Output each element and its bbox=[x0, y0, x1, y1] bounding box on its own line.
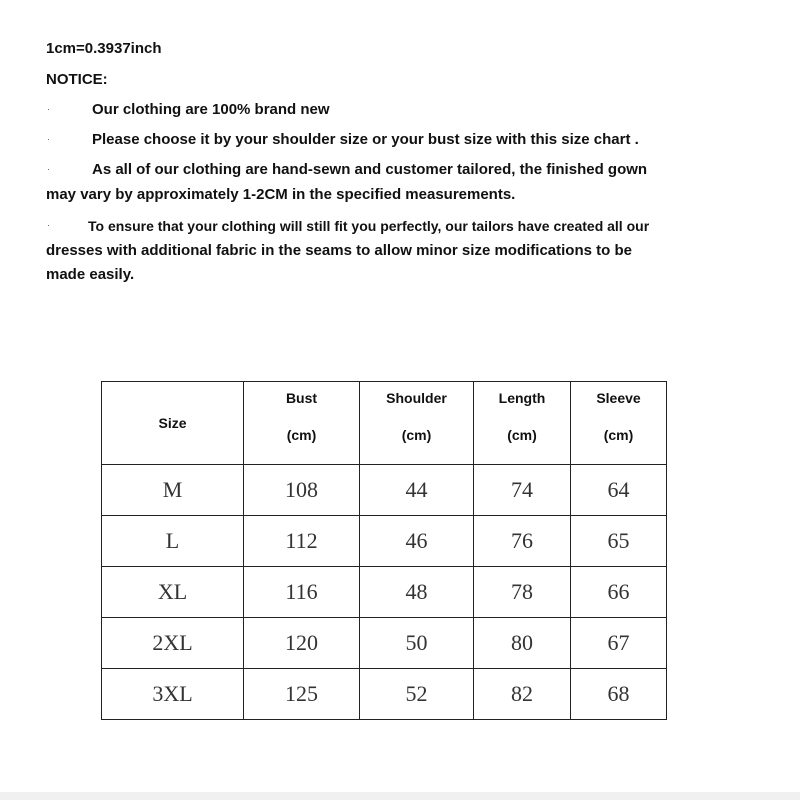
cell-bust: 120 bbox=[244, 618, 360, 669]
cell-shoulder: 44 bbox=[360, 465, 474, 516]
note-brand-new: Our clothing are 100% brand new bbox=[92, 101, 330, 118]
header-sleeve bbox=[571, 382, 667, 465]
table-row bbox=[102, 618, 667, 669]
header-length-label: Length bbox=[498, 390, 546, 406]
size-chart-table bbox=[101, 381, 667, 720]
cell-length: 82 bbox=[474, 669, 571, 720]
header-bust-label: Bust bbox=[285, 390, 318, 406]
header-row bbox=[102, 382, 667, 465]
cell-bust: 116 bbox=[244, 567, 360, 618]
table-row bbox=[102, 567, 667, 618]
header-sleeve-label: Sleeve bbox=[596, 390, 641, 406]
cell-sleeve: 66 bbox=[571, 567, 667, 618]
notice-heading: NOTICE: bbox=[46, 71, 108, 88]
bullet-2: · bbox=[47, 134, 50, 144]
cell-bust: 125 bbox=[244, 669, 360, 720]
header-length-unit: (cm) bbox=[507, 427, 537, 443]
cell-size: M bbox=[102, 465, 244, 516]
conversion-note: 1cm=0.3937inch bbox=[46, 40, 162, 57]
bullet-4: · bbox=[47, 220, 50, 230]
header-length bbox=[474, 382, 571, 465]
note-fit-line3: made easily. bbox=[46, 266, 135, 283]
header-size: Size bbox=[102, 382, 244, 465]
cell-sleeve: 67 bbox=[571, 618, 667, 669]
cell-shoulder: 48 bbox=[360, 567, 474, 618]
cell-sleeve: 68 bbox=[571, 669, 667, 720]
bullet-3: · bbox=[47, 164, 50, 174]
cell-length: 74 bbox=[474, 465, 571, 516]
table-row bbox=[102, 516, 667, 567]
cell-size: 2XL bbox=[102, 618, 244, 669]
cell-size: 3XL bbox=[102, 669, 244, 720]
note-choose-size: Please choose it by your shoulder size or your bust size with this size chart . bbox=[92, 131, 639, 148]
cell-size: L bbox=[102, 516, 244, 567]
header-shoulder-unit: (cm) bbox=[401, 427, 432, 443]
header-bust-unit: (cm) bbox=[286, 427, 317, 443]
cell-length: 76 bbox=[474, 516, 571, 567]
cell-length: 78 bbox=[474, 567, 571, 618]
note-fit-line1: To ensure that your clothing will still fit you perfectly, our tailors have created all our bbox=[88, 218, 650, 234]
cell-sleeve: 64 bbox=[571, 465, 667, 516]
bullet-1: · bbox=[47, 104, 50, 114]
bottom-edge-bar bbox=[0, 792, 800, 800]
cell-sleeve: 65 bbox=[571, 516, 667, 567]
header-shoulder bbox=[360, 382, 474, 465]
header-sleeve-unit: (cm) bbox=[603, 427, 634, 443]
cell-shoulder: 50 bbox=[360, 618, 474, 669]
cell-size: XL bbox=[102, 567, 244, 618]
cell-length: 80 bbox=[474, 618, 571, 669]
header-shoulder-label: Shoulder bbox=[386, 390, 447, 406]
cell-shoulder: 46 bbox=[360, 516, 474, 567]
table-row bbox=[102, 465, 667, 516]
header-bust bbox=[244, 382, 360, 465]
note-hand-sewn-line1: As all of our clothing are hand-sewn and customer tailored, the finished gown bbox=[92, 161, 648, 178]
cell-bust: 108 bbox=[244, 465, 360, 516]
cell-shoulder: 52 bbox=[360, 669, 474, 720]
table-row bbox=[102, 669, 667, 720]
cell-bust: 112 bbox=[244, 516, 360, 567]
note-fit-line2: dresses with additional fabric in the seams to allow minor size modifications to be bbox=[46, 242, 632, 259]
note-hand-sewn-line2: may vary by approximately 1-2CM in the specified measurements. bbox=[46, 186, 516, 203]
